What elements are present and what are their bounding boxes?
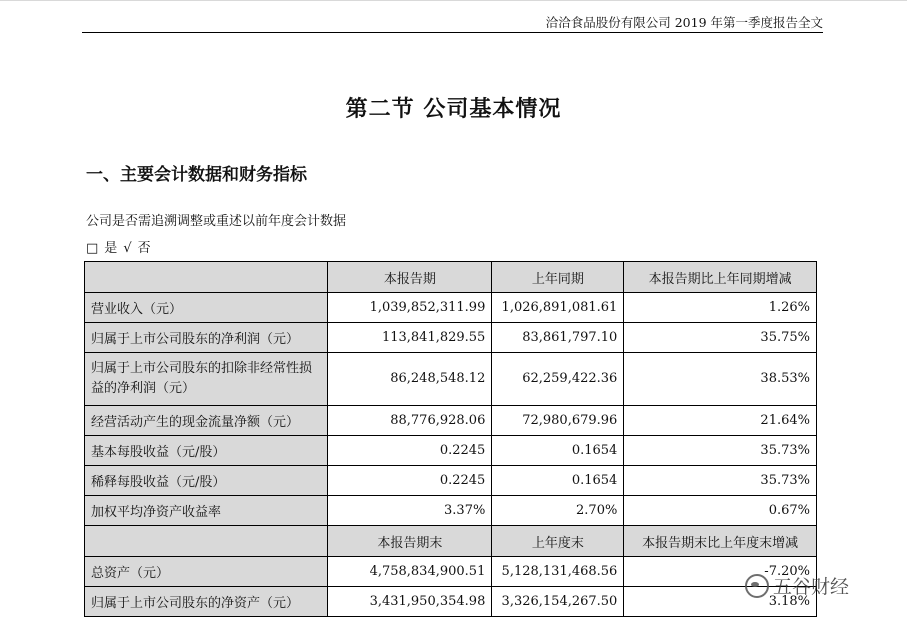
table-row: [85, 293, 817, 323]
table-row: [85, 557, 817, 587]
header-cell: 本报告期: [328, 262, 492, 293]
current-value: 0.2245: [328, 466, 492, 496]
watermark: [745, 572, 849, 599]
table-row: [85, 353, 817, 406]
table-row: [85, 323, 817, 353]
current-value: 1,039,852,311.99: [328, 293, 492, 323]
table-row: [85, 436, 817, 466]
change-value: 35.73%: [624, 436, 817, 466]
table-row: [85, 466, 817, 496]
watermark-text: 五谷财经: [773, 576, 850, 598]
table-row: [85, 406, 817, 436]
table-row: [85, 496, 817, 526]
prior-value: 1,026,891,081.61: [492, 293, 624, 323]
no-label: 否: [137, 241, 151, 256]
header-cell: [85, 526, 328, 557]
row-label: 加权平均净资产收益率: [85, 496, 328, 526]
table-header-row: [85, 526, 817, 557]
change-value: 35.75%: [624, 323, 817, 353]
table-row: [85, 587, 817, 617]
row-label: 归属于上市公司股东的净利润（元）: [85, 323, 328, 353]
header-cell: 本报告期末: [328, 526, 492, 557]
change-value: 35.73%: [624, 466, 817, 496]
header-cell: 上年度末: [492, 526, 624, 557]
restatement-choice: [86, 237, 157, 256]
row-label: 归属于上市公司股东的净资产（元）: [85, 587, 328, 617]
row-label: 归属于上市公司股东的扣除非经常性损益的净利润（元）: [85, 353, 328, 406]
current-value: 88,776,928.06: [328, 406, 492, 436]
subsection-title: 一、主要会计数据和财务指标: [86, 165, 307, 185]
top-border: [0, 0, 907, 1]
header-cell: 本报告期末比上年度末增减: [624, 526, 817, 557]
section-title: 第二节 公司基本情况: [345, 96, 562, 122]
change-value: -7.20%: [624, 557, 817, 587]
current-value: 4,758,834,900.51: [328, 557, 492, 587]
prior-value: 83,861,797.10: [492, 323, 624, 353]
row-label: 总资产（元）: [85, 557, 328, 587]
current-value: 3.37%: [328, 496, 492, 526]
page-header: 洽洽食品股份有限公司 2019 年第一季度报告全文: [82, 14, 823, 33]
prior-value: 72,980,679.96: [492, 406, 624, 436]
current-value: 113,841,829.55: [328, 323, 492, 353]
row-label: 营业收入（元）: [85, 293, 328, 323]
row-label: 基本每股收益（元/股）: [85, 436, 328, 466]
prior-value: 62,259,422.36: [492, 353, 624, 406]
yes-label: 是: [104, 241, 118, 256]
row-label: 稀释每股收益（元/股）: [85, 466, 328, 496]
prior-value: 0.1654: [492, 466, 624, 496]
change-value: 1.26%: [624, 293, 817, 323]
prior-value: 0.1654: [492, 436, 624, 466]
row-label: 经营活动产生的现金流量净额（元）: [85, 406, 328, 436]
financial-indicators-table: [84, 261, 817, 617]
change-value: 3.18%: [624, 587, 817, 617]
current-value: 0.2245: [328, 436, 492, 466]
header-cell: 上年同期: [492, 262, 624, 293]
change-value: 0.67%: [624, 496, 817, 526]
prior-value: 5,128,131,468.56: [492, 557, 624, 587]
header-cell: [85, 262, 328, 293]
table-header-row: [85, 262, 817, 293]
change-value: 21.64%: [624, 406, 817, 436]
prior-value: 2.70%: [492, 496, 624, 526]
current-value: 86,248,548.12: [328, 353, 492, 406]
yes-checkbox: □: [86, 241, 99, 256]
header-cell: 本报告期比上年同期增减: [624, 262, 817, 293]
restatement-question: 公司是否需追溯调整或重述以前年度会计数据: [86, 214, 347, 229]
change-value: 38.53%: [624, 353, 817, 406]
current-value: 3,431,950,354.98: [328, 587, 492, 617]
prior-value: 3,326,154,267.50: [492, 587, 624, 617]
checkmark-icon: √: [123, 241, 132, 256]
wechat-icon: [745, 574, 769, 598]
